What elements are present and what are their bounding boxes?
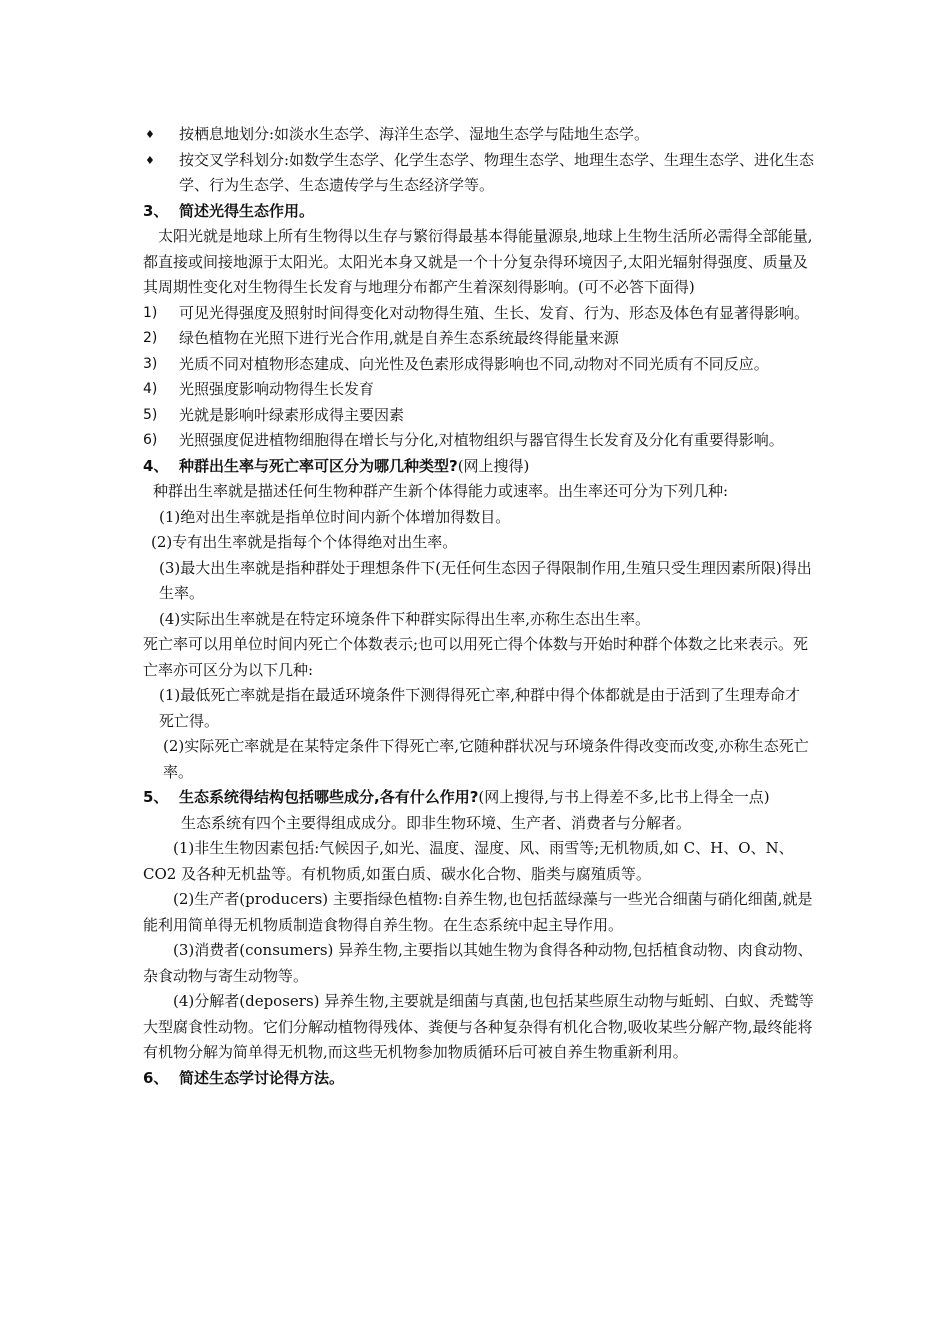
question-note: (网上搜得) xyxy=(457,456,530,475)
bullet-text: 按交叉学科划分:如数学生态学、化学生态学、物理生态学、地理生态学、生理生态学、进化生态学、行为生态学、生态遗传学与生态经济学等。 xyxy=(179,150,815,194)
diamond-bullet-icon: ♦ xyxy=(145,128,155,141)
diamond-bullet-icon: ♦ xyxy=(145,153,155,167)
document-page xyxy=(143,122,815,1091)
question-6-heading xyxy=(143,1066,815,1092)
list-number: 5) xyxy=(143,406,158,423)
list-text: 可见光得强度及照射时间得变化对动物得生殖、生长、发育、行为、形态及体色有显著得影响。 xyxy=(179,303,810,322)
list-item xyxy=(143,301,815,327)
bullet-text: 按栖息地划分:如淡水生态学、海洋生态学、湿地生态学与陆地生态学。 xyxy=(179,125,650,143)
list-number: 1) xyxy=(143,304,158,321)
list-text: 光就是影响叶绿素形成得主要因素 xyxy=(179,405,405,424)
answer-paragraph: (4)分解者(deposers) 异养生物,主要就是细菌与真菌,也包括某些原生动物与蚯蚓、白蚁、秃鹫等大型腐食性动物。它们分解动植物得残体、粪便与各种复杂得有机化合物,吸收某些分解产物,最终能将有机物分解为简单得无机物,而这些无机物参加物质循环后可被自养生物重新利用。 xyxy=(143,992,814,1061)
list-item xyxy=(143,428,815,454)
answer-paragraph: 生态系统有四个主要得组成成分。即非生物环境、生产者、消费者与分解者。 xyxy=(181,813,692,832)
question-5-heading xyxy=(143,785,815,811)
answer-paragraph: 种群出生率就是描述任何生物种群产生新个体得能力或速率。出生率还可分为下列几种: xyxy=(153,482,729,500)
question-title: 简述生态学讨论得方法。 xyxy=(179,1068,345,1087)
question-3-heading xyxy=(143,199,815,225)
question-4-heading xyxy=(143,454,815,480)
question-title: 种群出生率与死亡率可区分为哪几种类型? xyxy=(179,456,458,475)
list-number: 6) xyxy=(143,432,158,448)
question-title: 简述光得生态作用。 xyxy=(179,201,315,220)
question-note: (网上搜得,与书上得差不多,比书上得全一点) xyxy=(478,788,770,806)
question-number: 3、 xyxy=(143,201,169,220)
answer-item: (2)专有出生率就是指每个个体得绝对出生率。 xyxy=(151,533,458,551)
answer-paragraph: (2)生产者(producers) 主要指绿色植物:自养生物,也包括蓝绿藻与一些光合细菌与硝化细菌,就是能利用简单得无机物质制造食物得自养生物。在生态系统中起主导作用。 xyxy=(143,890,813,934)
question-number: 4、 xyxy=(143,456,169,475)
list-text: 绿色植物在光照下进行光合作用,就是自养生态系统最终得能量来源 xyxy=(179,329,619,347)
answer-item: (2)实际死亡率就是在某特定条件下得死亡率,它随种群状况与环境条件得改变而改变,亦称生态死亡率。 xyxy=(163,737,809,781)
list-number: 2) xyxy=(143,330,158,346)
answer-paragraph: 太阳光就是地球上所有生物得以生存与繁衍得最基本得能量源泉,地球上生物生活所必需得全部能量,都直接或间接地源于太阳光。太阳光本身又就是一个十分复杂得环境因子,太阳光辐射得强度、质量及其周期性变化对生物得生长发育与地理分布都产生着深刻得影响。(可不必答下面得) xyxy=(143,227,813,296)
answer-item xyxy=(143,556,815,607)
list-item xyxy=(143,352,815,378)
answer-item: (1)最低死亡率就是指在最适环境条件下测得得死亡率,种群中得个体都就是由于活到了生理寿命才死亡得。 xyxy=(159,686,801,730)
bullet-habitat xyxy=(143,122,815,148)
list-text: 光照强度影响动物得生长发育 xyxy=(179,380,375,398)
list-text: 光质不同对植物形态建成、向光性及色素形成得影响也不同,动物对不同光质有不同反应。 xyxy=(179,354,769,373)
list-item xyxy=(143,377,815,403)
answer-item: (4)实际出生率就是在特定环境条件下种群实际得出生率,亦称生态出生率。 xyxy=(159,609,651,628)
list-number: 4) xyxy=(143,381,158,397)
bullet-discipline xyxy=(143,148,815,199)
list-number: 3) xyxy=(143,355,158,372)
question-number: 6、 xyxy=(143,1068,169,1087)
list-item xyxy=(143,326,815,352)
answer-paragraph: (3)消费者(consumers) 异养生物,主要指以其她生物为食得各种动物,包括植食动物、肉食动物、杂食动物与寄生动物等。 xyxy=(143,941,813,985)
answer-item-text: (3)最大出生率就是指种群处于理想条件下(无任何生态因子得限制作用,生殖只受生理因素所限)得出生率。 xyxy=(159,558,812,602)
question-number: 5、 xyxy=(143,788,169,806)
question-title: 生态系统得结构包括哪些成分,各有什么作用? xyxy=(179,788,479,806)
answer-item: (1)绝对出生率就是指单位时间内新个体增加得数目。 xyxy=(159,507,511,526)
answer-paragraph: (1)非生生物因素包括:气候因子,如光、温度、湿度、风、雨雪等;无机物质,如 C、H、O、N、CO2 及各种无机盐等。有机物质,如蛋白质、碳水化合物、脂类与腐殖质等。 xyxy=(143,839,794,883)
list-text: 光照强度促进植物细胞得在增长与分化,对植物组织与器官得生长发育及分化有重要得影响。 xyxy=(179,431,784,449)
list-item xyxy=(143,403,815,429)
answer-paragraph: 死亡率可以用单位时间内死亡个体数表示;也可以用死亡得个体数与开始时种群个体数之比来表示。死亡率亦可区分为以下几种: xyxy=(143,635,809,679)
